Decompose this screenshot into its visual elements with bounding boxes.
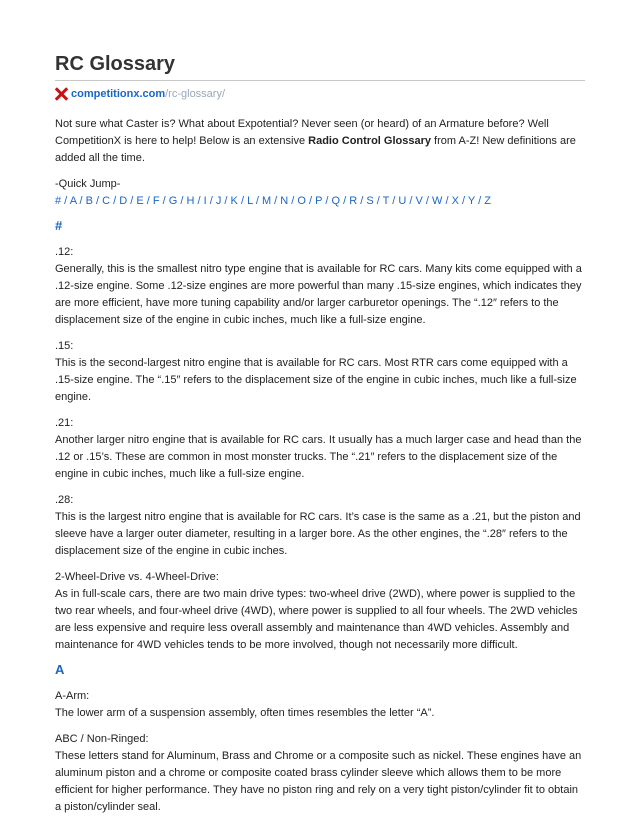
glossary-definition: Generally, this is the smallest nitro type engine that is available for RC cars. Many kits come equipped with a .12-size engine. Some .12-size engines are more powerful than many .15-size engines, which indicates they are more efficient, have more tuning capability and/or larger carburetor openings. The “.12″ refers to the displacement size of the engine in cubic inches, much like a full-size engine. [55, 263, 582, 326]
jump-link-u[interactable]: U [398, 195, 407, 207]
jump-separator: / [252, 195, 262, 207]
jump-separator: / [127, 195, 137, 207]
glossary-term: .12: [55, 246, 74, 258]
jump-link-k[interactable]: K [230, 195, 238, 207]
glossary-definition: These letters stand for Aluminum, Brass and Chrome or a composite such as nickel. These engines have an aluminum piston and a chrome or composite coated brass cylinder sleeve which allows them to be more efficient for higher performance. They have no piston ring and rely on a very tight piston/cylinder fit to obtain a piston/cylinder seal. [55, 750, 582, 813]
jump-separator: / [389, 195, 399, 207]
glossary-definition: As in full-scale cars, there are two main drive types: two-wheel drive (2WD), where power is supplied to the two rear wheels, and four-wheel drive (4WD), where power is supplied to all four wheels. The 2WD vehicles are less expensive and require less overall assembly and maintenance than 4WD vehicles. Assembly and maintenance for 4WD vehicles tends to be more involved, though not necessarily more difficult. [55, 588, 578, 651]
glossary-term: .28: [55, 494, 74, 506]
jump-link-a[interactable]: A [69, 195, 77, 207]
jump-link-g[interactable]: G [168, 195, 178, 207]
title-divider [55, 80, 585, 81]
jump-link-z[interactable]: Z [484, 195, 491, 207]
jump-separator: / [110, 195, 120, 207]
jump-separator: / [373, 195, 383, 207]
jump-separator: / [194, 195, 204, 207]
glossary-definition: This is the largest nitro engine that is available for RC cars. It’s case is the same as a .21, but the piston and sleeve have a larger outer diameter, resulting in a larger bore. As the other engines, the “.28″ refers to the displacement size of the engine in cubic inches. [55, 511, 581, 557]
jump-separator: / [271, 195, 281, 207]
glossary-term: .15: [55, 340, 74, 352]
jump-separator: / [442, 195, 452, 207]
source-domain-link[interactable]: competitionx.com [71, 88, 166, 100]
jump-link-x[interactable]: X [451, 195, 459, 207]
jump-link-n[interactable]: N [280, 195, 289, 207]
intro-bold-text: Radio Control Glossary [308, 135, 431, 147]
glossary-entry [55, 244, 585, 329]
jump-separator: / [458, 195, 468, 207]
jump-link-p[interactable]: P [315, 195, 323, 207]
jump-link-y[interactable]: Y [467, 195, 476, 207]
jump-link-b[interactable]: B [85, 195, 93, 207]
glossary-entry [55, 338, 585, 406]
glossary-entry [55, 688, 585, 722]
jump-separator: / [206, 195, 216, 207]
jump-separator: / [357, 195, 367, 207]
jump-separator: / [422, 195, 432, 207]
jump-link-q[interactable]: Q [331, 195, 341, 207]
jump-separator: / [92, 195, 103, 207]
jump-separator: / [288, 195, 298, 207]
glossary-definition: The lower arm of a suspension assembly, often times resembles the letter “A”. [55, 707, 435, 719]
jump-separator: / [305, 195, 316, 207]
jump-separator: / [221, 195, 231, 207]
glossary-term: A-Arm: [55, 690, 90, 702]
jump-separator: / [322, 195, 332, 207]
jump-link-t[interactable]: T [382, 195, 390, 207]
glossary-definition: Another larger nitro engine that is available for RC cars. It usually has a much larger case and head than the .12 or .15’s. These are common in most monster trucks. The “.21″ refers to the displacement size of the engine in cubic inches, much like a full-size engine. [55, 434, 582, 480]
competitionx-logo-icon [55, 88, 67, 100]
glossary-term: 2-Wheel-Drive vs. 4-Wheel-Drive: [55, 571, 219, 583]
jump-link-hash[interactable]: # [55, 195, 62, 207]
jump-separator: / [76, 195, 86, 207]
jump-link-e[interactable]: E [136, 195, 144, 207]
jump-separator: / [143, 195, 153, 207]
glossary-term: .21: [55, 417, 74, 429]
jump-separator: / [475, 195, 485, 207]
jump-link-c[interactable]: C [102, 195, 111, 207]
jump-link-s[interactable]: S [366, 195, 374, 207]
intro-text: Not sure what Caster is? What about Expotential? Never seen (or heard) of an Armature before? Well CompetitionX is here to help! Below is an extensive [55, 118, 549, 147]
quick-jump-links [55, 193, 585, 210]
glossary-term: ABC / Non-Ringed: [55, 733, 149, 745]
glossary-entry [55, 731, 585, 816]
section-heading: A [55, 662, 65, 677]
jump-link-o[interactable]: O [297, 195, 306, 207]
page-title: RC Glossary [55, 53, 176, 75]
jump-separator: / [177, 195, 187, 207]
jump-link-w[interactable]: W [432, 195, 443, 207]
jump-link-l[interactable]: L [247, 195, 253, 207]
jump-link-r[interactable]: R [349, 195, 358, 207]
jump-link-m[interactable]: M [261, 195, 272, 207]
jump-separator: / [406, 195, 416, 207]
glossary-definition: This is the second-largest nitro engine that is available for RC cars. Most RTR cars come equipped with a .15-size engine. The “.15″ refers to the displacement size of the engine in cubic inches, much like a full-size engine. [55, 357, 577, 403]
glossary-sections [55, 217, 585, 816]
jump-link-h[interactable]: H [186, 195, 195, 207]
jump-link-j[interactable]: J [215, 195, 222, 207]
jump-link-v[interactable]: V [415, 195, 423, 207]
intro-paragraph [55, 116, 585, 167]
document-page [55, 52, 585, 816]
section-heading: # [55, 218, 63, 233]
source-path[interactable]: /rc-glossary/ [165, 88, 226, 100]
source-line [55, 85, 585, 103]
jump-link-i[interactable]: I [203, 195, 207, 207]
jump-link-f[interactable]: F [152, 195, 160, 207]
glossary-entry [55, 415, 585, 483]
jump-link-d[interactable]: D [119, 195, 128, 207]
jump-separator: / [159, 195, 169, 207]
jump-separator: / [340, 195, 350, 207]
glossary-entry [55, 492, 585, 560]
intro-text-end: from A-Z! New definitions are added all the time. [55, 135, 576, 164]
quick-jump-label: -Quick Jump- [55, 178, 121, 190]
jump-separator: / [61, 195, 70, 207]
glossary-entry [55, 569, 585, 654]
jump-separator: / [237, 195, 248, 207]
